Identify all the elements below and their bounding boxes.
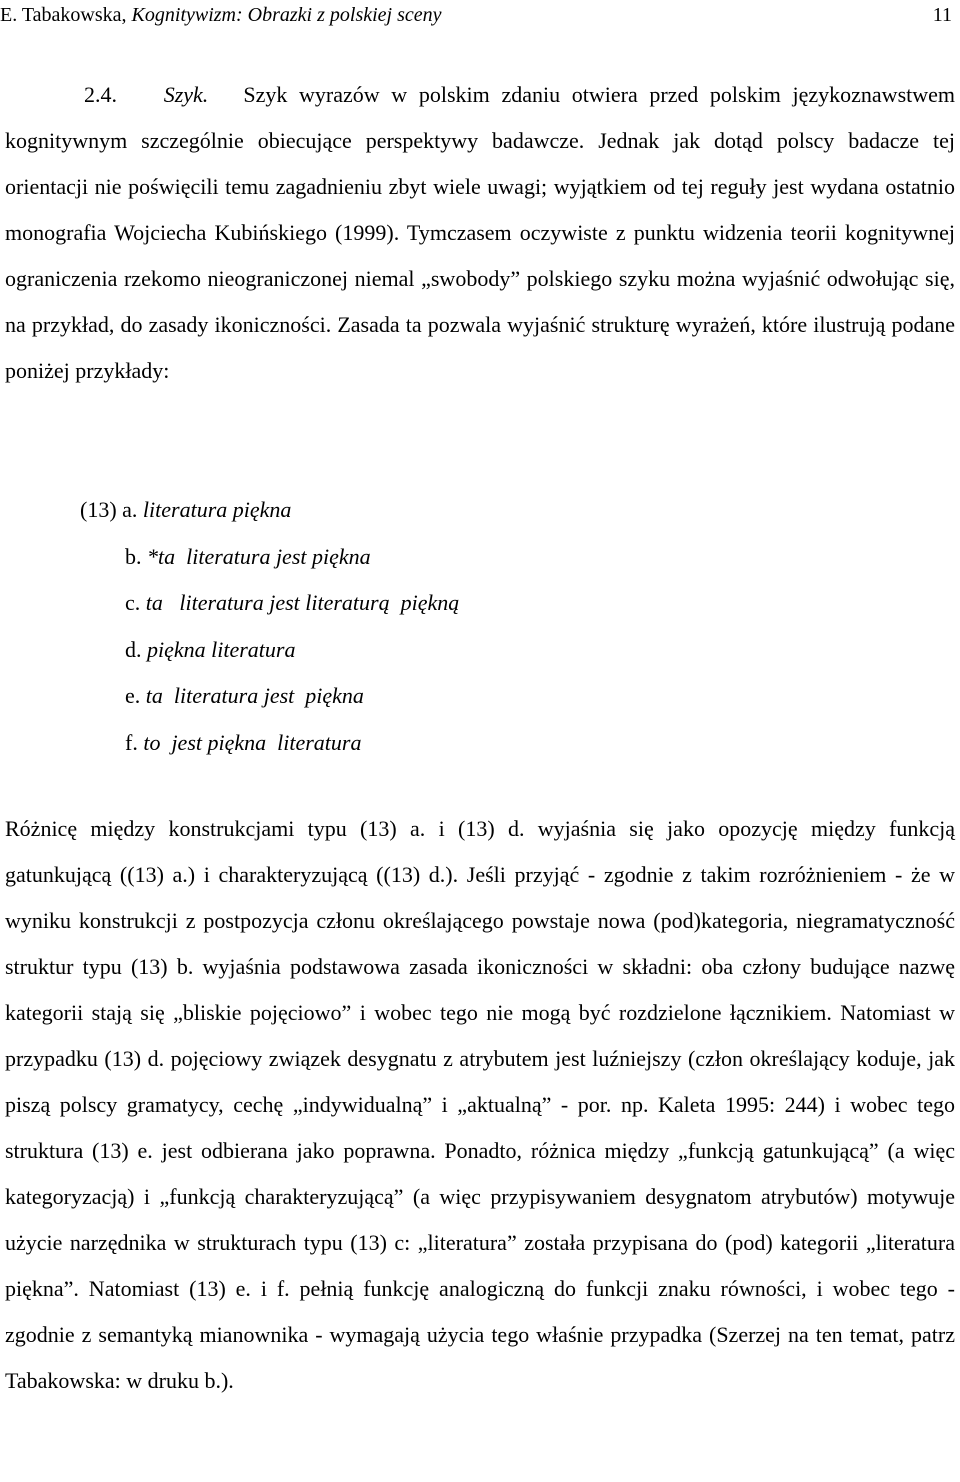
page-number: 11 [932, 4, 952, 26]
example-label: e. [125, 683, 141, 708]
page-header [0, 2, 952, 28]
example-item [80, 580, 680, 627]
section-body: Szyk wyrazów w polskim zdaniu otwiera przed polskim językoznawstwem kognitywnym szczególnie obiecujące perspektywy badawcze. Jednak jak dotąd polscy badacze tej orientacji nie poświęcili temu zagadnieniu zbyt wiele uwagi; wyjątkiem od tej reguły jest wydana ostatnio monografia Wojciecha Kubińskiego (1999). Tymczasem oczywiste z punktu widzenia teorii kognitywnej ograniczenia rzekomo nieograniczonej niemal „swobody” polskiego szyku można wyjaśnić odwołując się, na przykład, do zasady ikoniczności. Zasada ta pozwala wyjaśnić strukturę wyrażeń, które ilustrują podane poniżej przykłady: [5, 82, 956, 383]
example-text: to jest piękna literatura [143, 729, 362, 755]
example-text: piękna literatura [147, 636, 296, 662]
example-item [80, 627, 680, 674]
example-label: b. [125, 543, 142, 569]
example-text: ta literatura jest literaturą piękną [145, 590, 460, 615]
section-number: 2.4. [84, 82, 117, 107]
example-label: c. [125, 590, 141, 615]
header-author: E. Tabakowska, [0, 4, 127, 26]
example-item [80, 534, 680, 581]
examples-list [80, 487, 680, 766]
example-item [80, 720, 680, 767]
section-paragraph [5, 72, 955, 394]
example-item [80, 673, 680, 720]
example-text: literatura piękna [142, 497, 292, 522]
example-label: f. [125, 729, 138, 755]
body-paragraph: Różnicę między konstrukcjami typu (13) a. i (13) d. wyjaśnia się jako opozycję między funkcją gatunkującą ((13) a.) i charakteryzującą ((13) d.). Jeśli przyjąć - zgodnie z takim rozróżnieniem - że w wyniku konstrukcji z postpozycja członu określającego powstaje nowa (pod)kategoria, niegramatyczność struktur typu (13) b. wyjaśnia podstawowa zasada ikoniczności w składni: oba człony budujące nazwę kategorii stają się „bliskie pojęciowo” i wobec tego nie mogą być rozdzielone łącznikiem. Natomiast w przypadku (13) d. pojęciowy związek desygnatu z atrybutem jest luźniejszy (człon określający koduje, jak piszą polscy gramatycy, cechę „indywidualną” i „aktualną” - por. np. Kaleta 1995: 244) i wobec tego struktura (13) e. jest odbierana jako poprawna. Ponadto, różnica między „funkcją gatunkującą” (a więc kategoryzacją) i „funkcją charakteryzującą” (a więc przypisywaniem desygnatom atrybutów) motywuje użycie narzędnika w strukturach typu (13) c: „literatura” została przypisana do (pod) kategorii „literatura piękna”. Natomiast (13) e. i f. pełnią funkcję analogiczną do funkcji znaku równości, i wobec tego - zgodnie z semantyką mianownika - wymagają użycia tego właśnie przypadka (Szerzej na ten temat, patrz Tabakowska: w druku b.). [5, 816, 955, 1393]
example-text: *ta literatura jest piękna [147, 543, 371, 569]
example-text: ta literatura jest piękna [145, 683, 364, 708]
example-item [80, 487, 680, 534]
example-label: d. [125, 636, 142, 662]
example-label: (13) a. [80, 497, 138, 522]
header-title: Kognitywizm: Obrazki z polskiej sceny [131, 4, 442, 26]
section-title: Szyk. [163, 82, 209, 107]
